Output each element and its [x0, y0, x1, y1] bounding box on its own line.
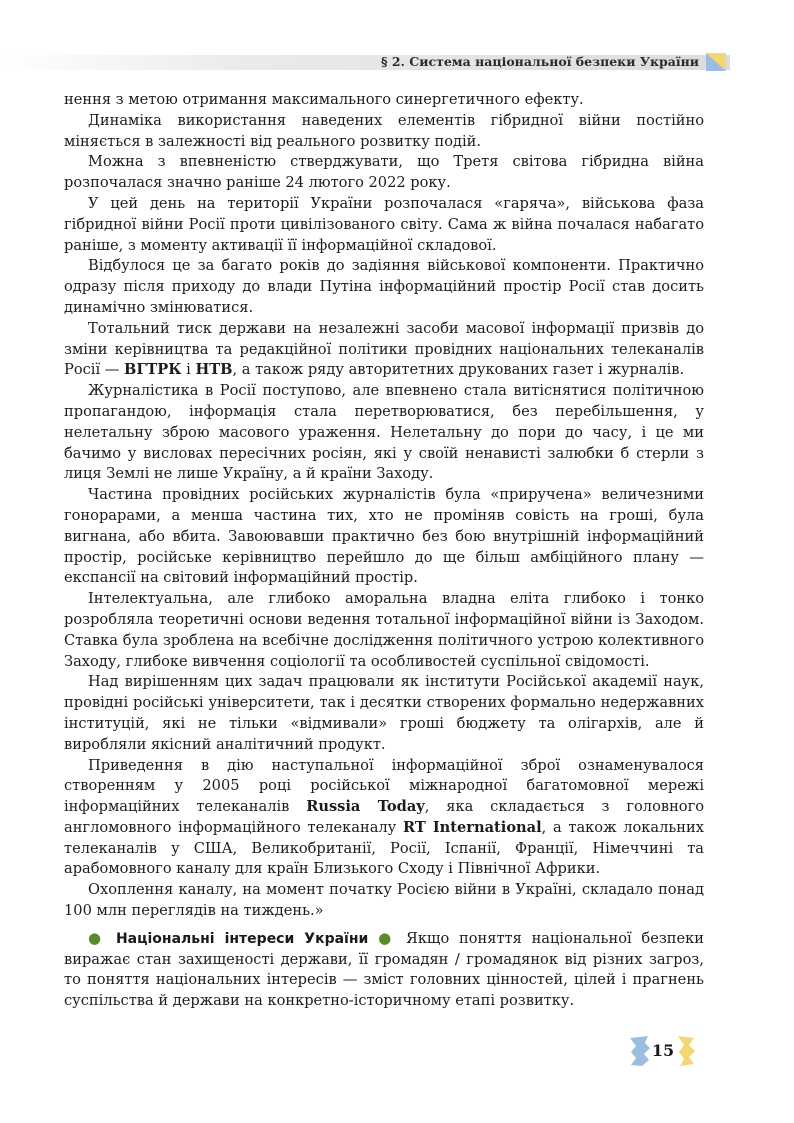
- paragraph: Відбулося це за багато років до задіяння військової компоненти. Практично одразу після приходу до влади Путіна інформаційний простір Росії став досить динамічно змінюватися.: [64, 257, 704, 316]
- paragraph: У цей день на території України розпочалася «гаряча», військова фаза гібридної війни Росії проти цивілізованого світу. Сама ж війна почалася набагато раніше, з моменту активації її інформаційної складової.: [64, 194, 704, 254]
- section-national-interests: ● Національні інтереси України ● Якщо поняття національної безпеки виражає стан захищеності держави, її громадян / громадянок від різних загроз, то поняття національних інтересів — зміст головних цінностей, цілей і прагнень суспільства й держави на конкретно-історичному етапі розвитку.: [64, 928, 705, 1010]
- paragraph: Можна з впевненістю стверджувати, що Третя світова гібридна війна розпочалася значно раніше 24 лютого 2022 року.: [64, 153, 704, 192]
- bullet-dot-icon: ●: [88, 928, 107, 947]
- bold-term: Russia Today: [306, 798, 425, 816]
- paragraph: Динаміка використання наведених елементів гібридної війни постійно міняється в залежності від реального розвитку подій.: [64, 111, 704, 150]
- paragraph: Журналістика в Росії поступово, але впевнено стала витіснятися політичною пропагандою, інформація стала перетворюватися, без перебільшення, у нелетальну зброю масового ураження. Нелетальну до пори до часу, і це ми бачимо у висловах пересічних росіян, які у своїй ненависті залюбки б стерли з лиця Землі не лише Україну, а й країни Заходу.: [64, 382, 704, 483]
- paragraph: Охоплення каналу, на момент початку Росією війни в Україні, складало понад 100 млн переглядів на тиждень.»: [64, 881, 704, 920]
- paragraph: Над вирішенням цих задач працювали як інститути Російської академії наук, провідні російські університети, так і десятки створених формально недержавних інституцій, які не тільки «відмивали» гроші бюджету та олігархів, але й виробляли якісний аналітичний продукт.: [64, 673, 704, 753]
- paragraph: Інтелектуальна, але глибоко аморальна владна еліта глибоко і тонко розробляла теоретичні основи ведення тотальної інформаційної війни із Заходом. Ставка була зроблена на всебічне дослідження політичного устрою колективного Заходу, глибоке вивчення соціології та особливостей суспільної свідомості.: [64, 590, 704, 670]
- bold-term: ВГТРК: [124, 361, 182, 379]
- bold-term: НТВ: [195, 361, 233, 379]
- page-number: 15: [651, 1041, 675, 1060]
- bold-term: RT International: [402, 818, 542, 836]
- running-header-title: § 2. Система національної безпеки України: [380, 54, 699, 69]
- page-body: [64, 90, 704, 1012]
- paragraph: Частина провідних російських журналістів була «приручена» величезними гонорарами, а менша частина тих, хто не проміняв совість на гроші, була вигнана, або вбита. Завоювавши практично без бою внутрішній інформаційний простір, російське керівництво перейшло до ще більш амбіційного плану — експансії на світовий інформаційний простір.: [64, 486, 704, 587]
- bullet-dot-icon: ●: [378, 928, 397, 947]
- section-heading: Національні інтереси України: [115, 930, 369, 947]
- header-corner-decoration: [706, 53, 726, 71]
- paragraph-russia-today: Приведення в дію наступальної інформаційної зброї ознаменувалося створенням у 2005 році російської міжнародної багатомовної мережі інформаційних телеканалів Russia Today, яка складається з головного англомовного інформаційного телеканалу RT International, а також локальних телеканалів у США, Великобританії, Росії, Іспанії, Франції, Німеччині та арабомовного каналу для країн Близького Сходу і Північної Африки.: [64, 756, 705, 878]
- paragraph-tv-channels: Тотальний тиск держави на незалежні засоби масової інформації призвів до зміни керівництва та редакційної політики провідних національних телеканалів Росії — ВГТРК і НТВ, а також ряду авторитетних друкованих газет і журналів.: [64, 319, 704, 379]
- paragraph-continuation: нення з метою отримання максимального синергетичного ефекту.: [64, 91, 584, 108]
